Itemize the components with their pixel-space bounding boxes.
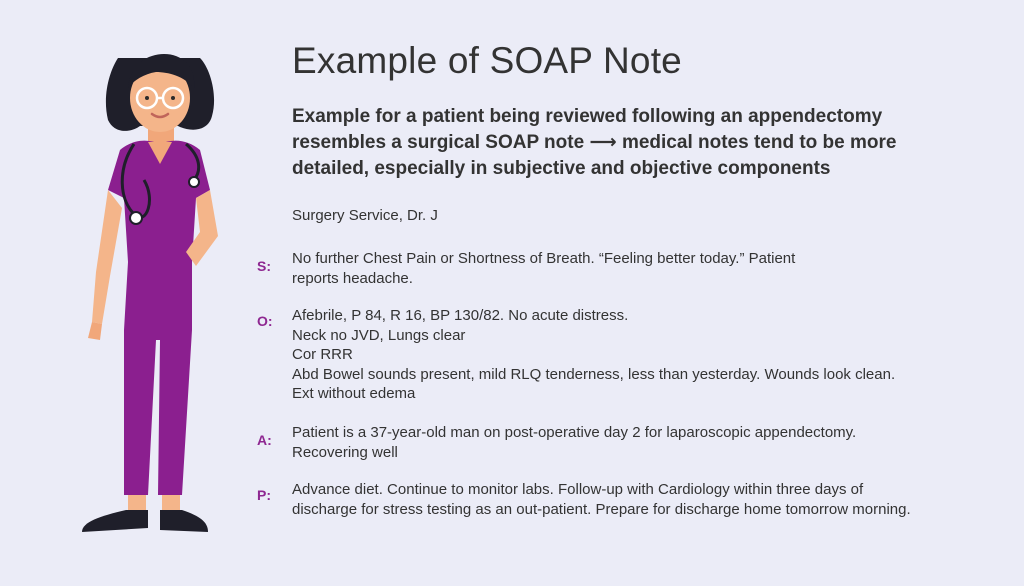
text-line: Advance diet. Continue to monitor labs. Follow-up with Cardiology within three days of — [292, 481, 864, 498]
section-label: A: — [257, 432, 272, 448]
section-text — [292, 306, 972, 404]
subtitle-line: Example for a patient being reviewed following an appendectomy — [292, 106, 883, 127]
text-line: Recovering well — [292, 443, 398, 461]
nurse-illustration — [60, 40, 260, 550]
text-line: Neck no JVD, Lungs clear — [292, 326, 466, 344]
section-label: P: — [257, 487, 271, 503]
page-title: Example of SOAP Note — [292, 40, 682, 81]
section-text — [292, 480, 972, 519]
text-line: Afebrile, P 84, R 16, BP 130/82. No acute distress. — [292, 307, 629, 324]
service-header: Surgery Service, Dr. J — [292, 207, 438, 224]
text-line: reports headache. — [292, 269, 413, 287]
subtitle-line: resembles a surgical SOAP note ⟶ medical notes tend to be more — [292, 132, 897, 153]
text-line: No further Chest Pain or Shortness of Breath. “Feeling better today.” Patient — [292, 250, 796, 267]
scrub-pants — [124, 262, 192, 495]
right-shoe — [160, 510, 208, 532]
left-shoe — [82, 510, 148, 532]
section-label: O: — [257, 313, 273, 329]
left-arm — [92, 190, 122, 324]
text-line: Cor RRR — [292, 346, 353, 363]
section-text — [292, 423, 972, 462]
section-text — [292, 249, 972, 288]
text-line: Abd Bowel sounds present, mild RLQ tenderness, less than yesterday. Wounds look clean. — [292, 365, 896, 383]
section-label: S: — [257, 258, 271, 274]
text-line: Patient is a 37-year-old man on post-operative day 2 for laparoscopic appendectomy. — [292, 424, 857, 441]
text-line: discharge for stress testing as an out-patient. Prepare for discharge home tomorrow morning. — [292, 500, 911, 518]
text-line: Ext without edema — [292, 385, 416, 402]
page-subtitle — [292, 104, 972, 182]
subtitle-line: detailed, especially in subjective and objective components — [292, 158, 831, 179]
